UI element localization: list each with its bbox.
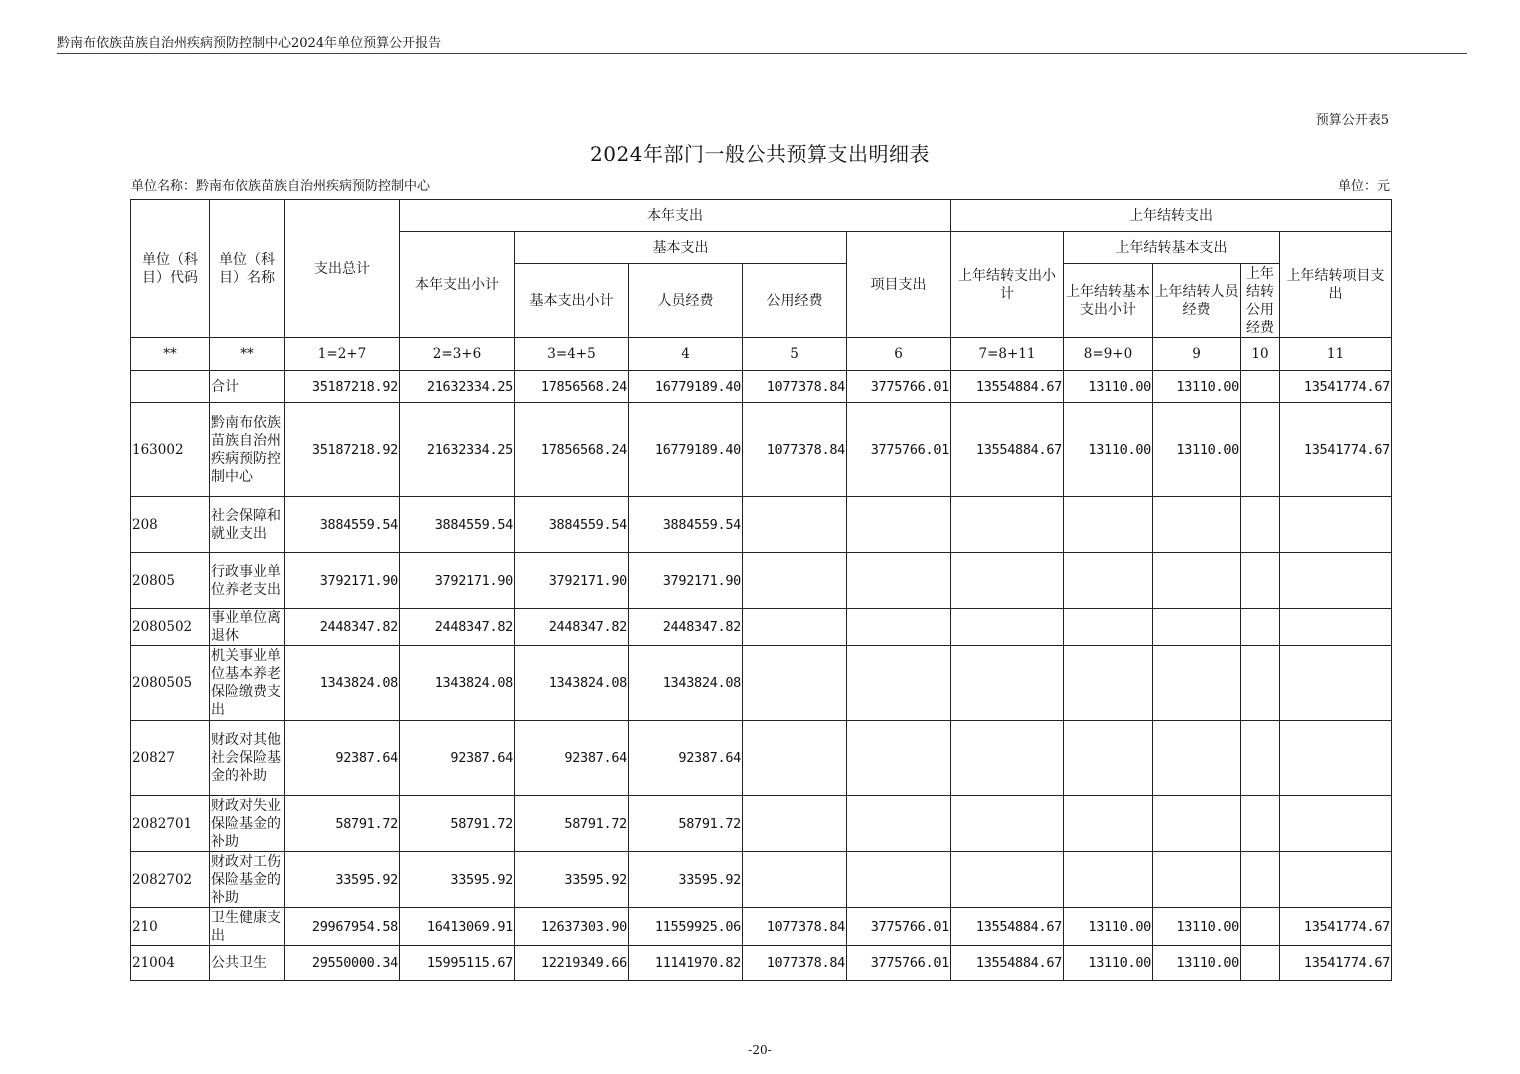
unit-name: 单位名称：黔南布依族苗族自治州疾病预防控制中心 xyxy=(131,179,431,194)
header-carryover-public: 上年结转公用经费 xyxy=(1241,264,1280,338)
row-value xyxy=(951,796,1064,852)
row-value: 3775766.01 xyxy=(847,371,951,403)
row-value xyxy=(743,553,847,609)
row-value: 13541774.67 xyxy=(1280,908,1392,946)
row-value: 92387.64 xyxy=(629,721,743,796)
row-value: 92387.64 xyxy=(400,721,515,796)
row-value: 1077378.84 xyxy=(743,908,847,946)
row-value xyxy=(1280,646,1392,721)
row-value xyxy=(1153,646,1241,721)
header-carryover-basic-subtotal: 上年结转基本支出小计 xyxy=(1064,264,1153,338)
row-value: 29967954.58 xyxy=(285,908,400,946)
row-value: 13110.00 xyxy=(1064,946,1153,981)
header-public: 公用经费 xyxy=(743,264,847,338)
table-row xyxy=(131,908,1392,946)
row-value xyxy=(1280,553,1392,609)
row-value xyxy=(743,609,847,646)
row-value xyxy=(951,497,1064,553)
header-divider xyxy=(57,53,1467,54)
row-value xyxy=(1241,721,1280,796)
row-value: 1343824.08 xyxy=(629,646,743,721)
row-value: 3884559.54 xyxy=(629,497,743,553)
row-name: 合计 xyxy=(210,371,285,403)
row-value: 58791.72 xyxy=(400,796,515,852)
row-code: 2080502 xyxy=(131,609,210,646)
row-name: 行政事业单位养老支出 xyxy=(210,553,285,609)
row-name: 社会保障和就业支出 xyxy=(210,497,285,553)
index-row xyxy=(131,338,1392,371)
row-value xyxy=(1153,553,1241,609)
row-value xyxy=(743,796,847,852)
row-value: 1343824.08 xyxy=(285,646,400,721)
row-value xyxy=(847,497,951,553)
header-carryover: 上年结转支出 xyxy=(951,200,1392,232)
row-value xyxy=(743,497,847,553)
header-carryover-subtotal: 上年结转支出小计 xyxy=(951,232,1064,338)
unit-currency: 单位：元 xyxy=(1337,179,1390,194)
row-value xyxy=(1280,721,1392,796)
row-value: 3792171.90 xyxy=(285,553,400,609)
row-value: 3792171.90 xyxy=(400,553,515,609)
row-value xyxy=(1280,497,1392,553)
index-cell: 4 xyxy=(629,338,743,371)
header-carryover-basic: 上年结转基本支出 xyxy=(1064,232,1280,264)
row-value xyxy=(847,646,951,721)
header-code: 单位（科目）代码 xyxy=(131,200,210,338)
row-value: 13110.00 xyxy=(1064,908,1153,946)
header-carryover-project: 上年结转项目支出 xyxy=(1280,232,1392,338)
row-value: 1077378.84 xyxy=(743,946,847,981)
row-value: 92387.64 xyxy=(285,721,400,796)
row-value xyxy=(1241,908,1280,946)
row-value xyxy=(951,852,1064,908)
header-current-subtotal: 本年支出小计 xyxy=(400,232,515,338)
table-row xyxy=(131,852,1392,908)
row-value: 13541774.67 xyxy=(1280,371,1392,403)
row-value: 29550000.34 xyxy=(285,946,400,981)
row-name: 机关事业单位基本养老保险缴费支出 xyxy=(210,646,285,721)
row-value xyxy=(743,646,847,721)
row-value: 3775766.01 xyxy=(847,946,951,981)
row-code: 210 xyxy=(131,908,210,946)
row-value: 13554884.67 xyxy=(951,403,1064,497)
table-number: 预算公开表5 xyxy=(1315,113,1389,128)
row-value: 58791.72 xyxy=(515,796,629,852)
row-value: 16413069.91 xyxy=(400,908,515,946)
row-value xyxy=(951,646,1064,721)
table-row xyxy=(131,497,1392,553)
row-value: 3792171.90 xyxy=(515,553,629,609)
row-value xyxy=(951,721,1064,796)
row-value: 13541774.67 xyxy=(1280,946,1392,981)
table-row xyxy=(131,403,1392,497)
row-value: 12637303.90 xyxy=(515,908,629,946)
row-value xyxy=(1064,609,1153,646)
row-value xyxy=(1241,609,1280,646)
row-value xyxy=(1153,609,1241,646)
row-value xyxy=(1241,403,1280,497)
row-code xyxy=(131,371,210,403)
row-value: 33595.92 xyxy=(285,852,400,908)
table-row xyxy=(131,946,1392,981)
row-value: 12219349.66 xyxy=(515,946,629,981)
budget-table xyxy=(130,199,1392,981)
index-cell: 9 xyxy=(1153,338,1241,371)
table-row xyxy=(131,371,1392,403)
row-value xyxy=(1280,609,1392,646)
row-value: 3884559.54 xyxy=(400,497,515,553)
row-code: 20805 xyxy=(131,553,210,609)
index-cell: 10 xyxy=(1241,338,1280,371)
row-code: 2082702 xyxy=(131,852,210,908)
row-value xyxy=(1241,371,1280,403)
row-value: 21632334.25 xyxy=(400,371,515,403)
index-cell: 7=8+11 xyxy=(951,338,1064,371)
row-code: 163002 xyxy=(131,403,210,497)
index-cell: 5 xyxy=(743,338,847,371)
header-basic-subtotal: 基本支出小计 xyxy=(515,264,629,338)
row-value: 35187218.92 xyxy=(285,403,400,497)
header-personnel: 人员经费 xyxy=(629,264,743,338)
row-name: 财政对工伤保险基金的补助 xyxy=(210,852,285,908)
table-row xyxy=(131,553,1392,609)
row-code: 21004 xyxy=(131,946,210,981)
row-value xyxy=(847,796,951,852)
row-value xyxy=(743,852,847,908)
row-value: 1343824.08 xyxy=(515,646,629,721)
row-value xyxy=(847,553,951,609)
row-value: 11141970.82 xyxy=(629,946,743,981)
row-value: 1077378.84 xyxy=(743,371,847,403)
row-value xyxy=(1153,852,1241,908)
row-name: 财政对其他社会保险基金的补助 xyxy=(210,721,285,796)
table-row xyxy=(131,721,1392,796)
header-carryover-personnel: 上年结转人员经费 xyxy=(1153,264,1241,338)
row-value xyxy=(1241,553,1280,609)
row-value xyxy=(1280,796,1392,852)
row-value: 3884559.54 xyxy=(515,497,629,553)
table-row xyxy=(131,646,1392,721)
row-value: 3884559.54 xyxy=(285,497,400,553)
row-value: 13110.00 xyxy=(1153,946,1241,981)
row-name: 卫生健康支出 xyxy=(210,908,285,946)
row-value: 1343824.08 xyxy=(400,646,515,721)
row-value: 13110.00 xyxy=(1064,403,1153,497)
row-code: 2082701 xyxy=(131,796,210,852)
index-cell: 11 xyxy=(1280,338,1392,371)
row-value: 92387.64 xyxy=(515,721,629,796)
row-name: 财政对失业保险基金的补助 xyxy=(210,796,285,852)
row-value: 2448347.82 xyxy=(629,609,743,646)
index-cell: ** xyxy=(210,338,285,371)
page-number: -20- xyxy=(748,1043,772,1057)
row-value: 15995115.67 xyxy=(400,946,515,981)
index-cell: 8=9+0 xyxy=(1064,338,1153,371)
index-cell: 3=4+5 xyxy=(515,338,629,371)
row-value: 58791.72 xyxy=(629,796,743,852)
row-code: 2080505 xyxy=(131,646,210,721)
row-value xyxy=(1064,796,1153,852)
header-total: 支出总计 xyxy=(285,200,400,338)
row-value: 16779189.40 xyxy=(629,371,743,403)
header-current-year: 本年支出 xyxy=(400,200,951,232)
row-value: 16779189.40 xyxy=(629,403,743,497)
index-cell: ** xyxy=(131,338,210,371)
row-value xyxy=(1064,721,1153,796)
row-value: 33595.92 xyxy=(400,852,515,908)
report-header: 黔南布依族苗族自治州疾病预防控制中心2024年单位预算公开报告 xyxy=(57,36,442,51)
row-value xyxy=(1064,497,1153,553)
row-value: 13110.00 xyxy=(1153,908,1241,946)
row-value xyxy=(1280,852,1392,908)
table-row xyxy=(131,609,1392,646)
row-value: 33595.92 xyxy=(515,852,629,908)
row-value xyxy=(951,553,1064,609)
row-value xyxy=(1241,796,1280,852)
row-value: 3792171.90 xyxy=(629,553,743,609)
row-value xyxy=(1064,646,1153,721)
page-title: 2024年部门一般公共预算支出明细表 xyxy=(590,142,930,166)
table-row xyxy=(131,796,1392,852)
row-value xyxy=(1153,796,1241,852)
row-value xyxy=(847,609,951,646)
row-code: 208 xyxy=(131,497,210,553)
row-value: 13554884.67 xyxy=(951,908,1064,946)
row-value: 13554884.67 xyxy=(951,371,1064,403)
row-name: 黔南布依族苗族自治州疾病预防控制中心 xyxy=(210,403,285,497)
row-value xyxy=(743,721,847,796)
row-value: 2448347.82 xyxy=(285,609,400,646)
index-cell: 6 xyxy=(847,338,951,371)
row-value: 13554884.67 xyxy=(951,946,1064,981)
row-value: 2448347.82 xyxy=(400,609,515,646)
row-value: 17856568.24 xyxy=(515,403,629,497)
row-value: 17856568.24 xyxy=(515,371,629,403)
row-value xyxy=(1241,852,1280,908)
row-value: 1077378.84 xyxy=(743,403,847,497)
row-value xyxy=(951,609,1064,646)
row-value xyxy=(1153,497,1241,553)
row-value: 11559925.06 xyxy=(629,908,743,946)
index-cell: 2=3+6 xyxy=(400,338,515,371)
index-cell: 1=2+7 xyxy=(285,338,400,371)
row-value xyxy=(1241,497,1280,553)
row-value: 35187218.92 xyxy=(285,371,400,403)
row-value xyxy=(1241,646,1280,721)
row-value xyxy=(1153,721,1241,796)
row-value xyxy=(1064,553,1153,609)
row-value: 3775766.01 xyxy=(847,403,951,497)
header-basic: 基本支出 xyxy=(515,232,847,264)
row-value: 13110.00 xyxy=(1153,403,1241,497)
header-name: 单位（科目）名称 xyxy=(210,200,285,338)
row-value xyxy=(1241,946,1280,981)
row-value: 13541774.67 xyxy=(1280,403,1392,497)
row-name: 事业单位离退休 xyxy=(210,609,285,646)
row-code: 20827 xyxy=(131,721,210,796)
row-value: 21632334.25 xyxy=(400,403,515,497)
row-value: 2448347.82 xyxy=(515,609,629,646)
row-value xyxy=(847,852,951,908)
row-value: 33595.92 xyxy=(629,852,743,908)
row-value xyxy=(847,721,951,796)
header-project: 项目支出 xyxy=(847,232,951,338)
row-value: 13110.00 xyxy=(1064,371,1153,403)
row-value: 3775766.01 xyxy=(847,908,951,946)
row-value: 58791.72 xyxy=(285,796,400,852)
row-value: 13110.00 xyxy=(1153,371,1241,403)
row-name: 公共卫生 xyxy=(210,946,285,981)
row-value xyxy=(1064,852,1153,908)
